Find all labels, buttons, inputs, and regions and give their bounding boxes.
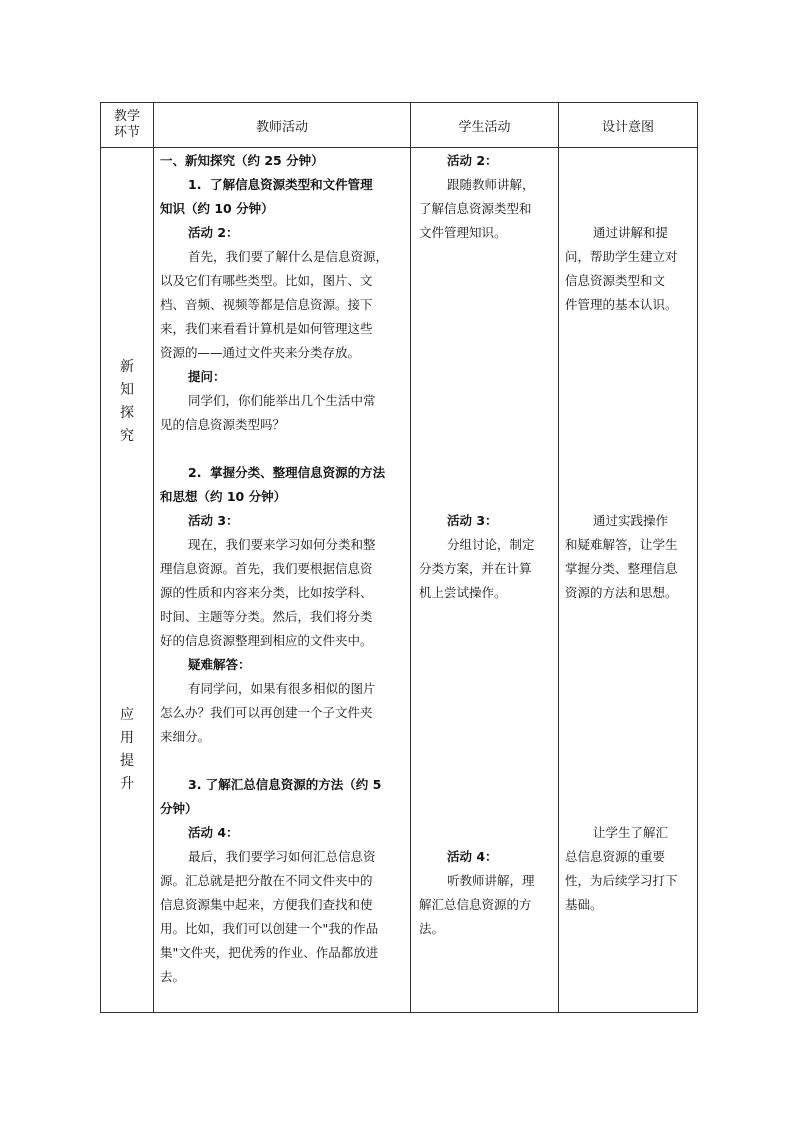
section-title: 一、新知探究（约 25 分钟） (160, 153, 324, 168)
stage1-char: 知 (120, 382, 134, 398)
s1-question-label: 提问： (188, 369, 226, 384)
s2-text: 时间、主题等分类。然后，我们将分类 (160, 609, 373, 624)
s2-qa: 怎么办？我们可以再创建一个子文件夹 (160, 705, 373, 720)
s2-text: 源的性质和内容来分类，比如按学科、 (160, 585, 373, 600)
s2-qa: 有同学问，如果有很多相似的图片 (188, 681, 376, 696)
student-text: 法。 (419, 921, 445, 936)
s2-text: 理信息资源。首先，我们要根据信息资 (160, 561, 373, 576)
student-text: 文件管理知识。 (419, 225, 507, 240)
s1-question: 见的信息资源类型吗？ (160, 417, 286, 432)
header-student: 学生活动 (411, 103, 559, 148)
intent-text: 信息资源类型和文 (565, 273, 666, 288)
student-text: 跟随教师讲解， (447, 177, 535, 192)
s2-qa: 来细分。 (160, 729, 211, 744)
intent-text: 让学生了解汇 (593, 825, 669, 840)
s3-text: 去。 (160, 969, 186, 984)
s1-title: 知识（约 10 分钟） (160, 201, 274, 216)
stage-label-2 (101, 704, 153, 796)
student-activity-4: 活动 4： (447, 849, 498, 864)
s1-text: 资源的——通过文件夹来分类存放。 (160, 345, 361, 360)
header-intent: 设计意图 (559, 103, 698, 148)
content-row (101, 148, 698, 1013)
stage-cell (101, 148, 154, 1013)
student-text: 了解信息资源类型和 (419, 201, 532, 216)
student-activity-3: 活动 3： (447, 513, 498, 528)
s1-activity: 活动 2： (188, 225, 239, 240)
s2-text: 好的信息资源整理到相应的文件夹中。 (160, 633, 373, 648)
s1-text: 来，我们来看看计算机是如何管理这些 (160, 321, 373, 336)
s1-text: 以及它们有哪些类型。比如，图片、文 (160, 273, 373, 288)
s2-activity: 活动 3： (188, 513, 239, 528)
s2-title: 和思想（约 10 分钟） (160, 489, 287, 504)
s1-title: 1. 了解信息资源类型和文件管理 (188, 177, 373, 192)
intent-text: 基础。 (565, 897, 603, 912)
student-activity-2: 活动 2： (447, 153, 498, 168)
student-text: 分类方案，并在计算 (419, 561, 532, 576)
intent-text: 问，帮助学生建立对 (565, 249, 678, 264)
header-stage (101, 103, 154, 148)
s3-text: 最后，我们要学习如何汇总信息资 (188, 849, 376, 864)
lesson-plan-table (100, 102, 698, 1013)
s3-text: 用。比如，我们可以创建一个"我的作品 (160, 921, 379, 936)
header-stage-line2: 环节 (113, 125, 140, 140)
s2-text: 现在，我们要来学习如何分类和整 (188, 537, 376, 552)
s3-activity: 活动 4： (188, 825, 239, 840)
intent-text: 总信息资源的重要 (565, 849, 666, 864)
stage1-char: 新 (120, 359, 134, 375)
s1-question: 同学们，你们能举出几个生活中常 (188, 393, 376, 408)
stage1-char: 究 (120, 428, 134, 444)
intent-text: 性，为后续学习打下 (565, 873, 678, 888)
s3-title: 分钟） (160, 801, 198, 816)
stage2-char: 提 (120, 753, 134, 769)
s3-text: 集"文件夹，把优秀的作业、作品都放进 (160, 945, 379, 960)
stage1-char: 探 (120, 405, 134, 421)
header-stage-line1: 教学 (113, 109, 140, 124)
student-text: 解汇总信息资源的方 (419, 897, 532, 912)
student-text: 听教师讲解，理 (447, 873, 535, 888)
student-text: 分组讨论，制定 (447, 537, 535, 552)
header-row (101, 103, 698, 148)
stage2-char: 用 (120, 730, 134, 746)
s1-text: 档、音频、视频等都是信息资源。接下 (160, 297, 373, 312)
stage2-char: 应 (120, 707, 134, 723)
intent-text: 通过实践操作 (593, 513, 669, 528)
stage-label-1 (101, 356, 153, 448)
intent-text: 掌握分类、整理信息 (565, 561, 678, 576)
student-text: 机上尝试操作。 (419, 585, 507, 600)
intent-text: 通过讲解和提 (593, 225, 669, 240)
s1-text: 首先，我们要了解什么是信息资源， (188, 249, 389, 264)
s2-title: 2. 掌握分类、整理信息资源的方法 (188, 465, 386, 480)
teacher-cell (154, 148, 411, 1013)
s3-text: 信息资源集中起来，方便我们查找和使 (160, 897, 373, 912)
student-cell (411, 148, 559, 1013)
s3-title: 3. 了解汇总信息资源的方法（约 5 (188, 777, 382, 792)
stage2-char: 升 (120, 776, 134, 792)
intent-cell (559, 148, 698, 1013)
header-teacher: 教师活动 (154, 103, 411, 148)
intent-text: 和疑难解答，让学生 (565, 537, 678, 552)
s3-text: 源。汇总就是把分散在不同文件夹中的 (160, 873, 373, 888)
intent-text: 资源的方法和思想。 (565, 585, 678, 600)
intent-text: 件管理的基本认识。 (565, 297, 678, 312)
s2-qa-label: 疑难解答： (188, 657, 251, 672)
